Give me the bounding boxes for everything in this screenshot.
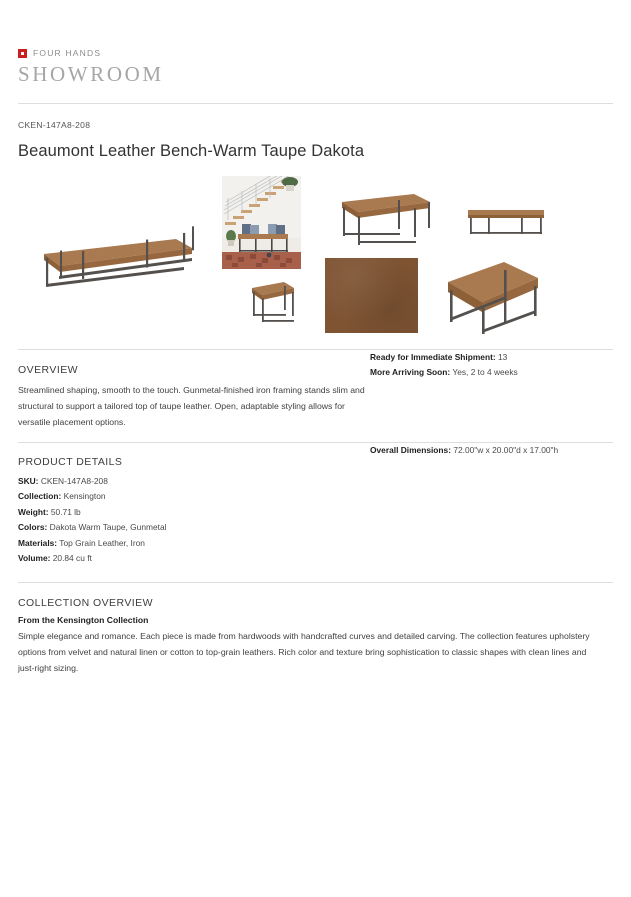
dimensions-block <box>370 443 595 457</box>
dimensions-label: Overall Dimensions: <box>370 444 451 455</box>
gallery-image-leather-swatch[interactable] <box>325 258 418 333</box>
overview-section <box>18 350 613 430</box>
detail-row-materials <box>18 536 613 552</box>
detail-value-materials: Top Grain Leather, Iron <box>59 537 145 548</box>
product-details-list <box>18 474 613 567</box>
product-details-heading: PRODUCT DETAILS <box>18 455 123 468</box>
brand-lockup <box>18 47 613 59</box>
dimensions-value: 72.00"w x 20.00"d x 17.00"h <box>453 444 559 455</box>
availability-label-more-soon: More Arriving Soon: <box>370 366 451 377</box>
detail-row-sku <box>18 474 613 490</box>
detail-label-colors: Colors: <box>18 522 48 533</box>
detail-value-collection: Kensington <box>63 491 106 502</box>
overview-body: Streamlined shaping, smooth to the touch. Gunmetal-finished iron framing stands slim and structural to support a tailored top of taupe leather. Open, adaptable styling allows for versatile placement options. <box>18 385 365 428</box>
gallery-image-bench-detail-angled[interactable] <box>442 258 546 336</box>
collection-heading: COLLECTION OVERVIEW <box>18 596 153 609</box>
detail-value-colors: Dakota Warm Taupe, Gunmetal <box>49 522 167 533</box>
overview-heading: OVERVIEW <box>18 364 79 377</box>
availability-block <box>370 350 595 379</box>
availability-row-more-soon <box>370 365 595 379</box>
detail-row-volume <box>18 551 613 567</box>
detail-label-weight: Weight: <box>18 506 49 517</box>
product-gallery <box>18 174 613 349</box>
dimensions-row <box>370 443 595 457</box>
availability-label-immediate: Ready for Immediate Shipment: <box>370 352 496 363</box>
four-hands-logo-icon <box>18 49 27 58</box>
availability-row-immediate <box>370 350 595 364</box>
page-title: Beaumont Leather Bench-Warm Taupe Dakota <box>18 142 365 161</box>
gallery-image-bench-three-quarter[interactable] <box>336 188 434 250</box>
gallery-image-lifestyle-entryway[interactable] <box>222 176 301 269</box>
divider-header <box>18 103 613 104</box>
sku-eyebrow: CKEN-147A8-208 <box>18 120 91 131</box>
gallery-image-bench-hero-angled[interactable] <box>26 226 194 301</box>
detail-label-materials: Materials: <box>18 537 58 548</box>
detail-row-collection <box>18 489 613 505</box>
detail-label-sku: SKU: <box>18 475 39 486</box>
gallery-image-bench-small-angled[interactable] <box>244 274 298 326</box>
collection-overview-section <box>18 583 613 676</box>
detail-row-colors <box>18 520 613 536</box>
detail-label-collection: Collection: <box>18 491 62 502</box>
product-details-section <box>18 443 613 567</box>
availability-value-immediate: 13 <box>497 352 508 363</box>
collection-subheading: From the Kensington Collection <box>18 614 149 625</box>
detail-value-sku: CKEN-147A8-208 <box>40 475 108 486</box>
detail-value-volume: 20.84 cu ft <box>52 553 92 564</box>
detail-row-weight <box>18 505 613 521</box>
brand-header <box>18 0 613 87</box>
collection-body: Simple elegance and romance. Each piece is made from hardwoods with handcrafted curves and detailed carving. The collection features upholstery options from velvet and natural linen or cotton to top-grain leathers. Rich color and texture bring sophistication to classic shapes with clean lines and just-right sizing. <box>18 630 590 673</box>
detail-value-weight: 50.71 lb <box>50 506 81 517</box>
brand-name-label: FOUR HANDS <box>33 47 102 58</box>
showroom-wordmark: SHOWROOM <box>18 62 164 86</box>
availability-value-more-soon: Yes, 2 to 4 weeks <box>452 366 518 377</box>
detail-label-volume: Volume: <box>18 553 51 564</box>
gallery-image-bench-front-elevation[interactable] <box>464 204 548 238</box>
